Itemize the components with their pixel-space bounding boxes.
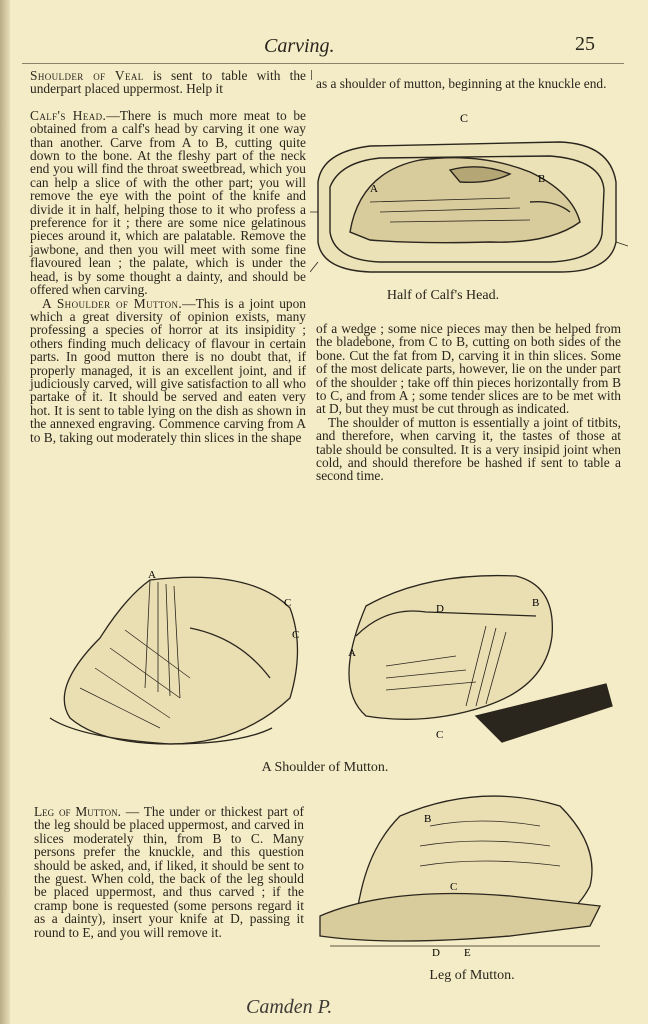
paragraph-titbits: The shoulder of mutton is essentially a joint of titbits, and therefore, when carving it, the tastes of those at table should be consulted. It is a very insipid joint when cold, and should therefore be hashed if sent to table a second time. <box>316 414 621 484</box>
page-number: 25 <box>575 33 595 55</box>
right-column-middle <box>316 322 621 483</box>
heading-shoulder-veal: Shoulder of Veal <box>30 68 144 83</box>
shoulder-engraving-front <box>40 568 310 748</box>
heading-leg-mutton: Leg of Mutton. <box>34 804 121 819</box>
fig-label-leg-e: E <box>464 947 471 959</box>
header-rule <box>22 63 624 64</box>
fig-label-calf-b: B <box>538 173 546 185</box>
paragraph-leg-mutton: Leg of Mutton. — The under or thickest part of the leg should be placed uppermost, and carved in slices moderately thin, from B to C. Many persons prefer the knuckle, and this question should be asked, and, if liked, it should be sent to the guest. When cold, the back of the leg should be placed uppermost, and thus carved ; if the cramp bone is requested (some persons regard it as a dainty), insert your knife at D, passing it round to E, and you will remove it. <box>34 804 304 940</box>
caption-leg: Leg of Mutton. <box>429 968 515 983</box>
column-divider <box>311 70 312 80</box>
left-column <box>30 69 306 444</box>
caption-calfs-head: Half of Calf's Head. <box>386 288 500 303</box>
paragraph-wedge: of a wedge ; some nice pieces may then be helped from the bladebone, from C to B, cutting on both sides of the bone. Cut the fat from D, carving it in thin slices. Some of the most delicate parts, however, lie on the under part of the shoulder ; take off thin pieces horizontally from B to C, and from A ; some tender slices are to be met with at D, but they must be cut through as indicated. <box>316 321 621 417</box>
page-spine-shadow <box>0 0 10 1024</box>
fig-label-sh1-a: A <box>148 569 156 581</box>
fig-label-sh2-b: B <box>532 597 540 609</box>
fig-label-leg-c: C <box>450 881 458 893</box>
fig-label-leg-b: B <box>424 813 432 825</box>
leg-engraving <box>310 786 610 966</box>
running-header: Carving. <box>264 35 335 57</box>
heading-shoulder-mutton: A Shoulder of Mutton. <box>42 295 183 311</box>
fig-label-calf-a: A <box>370 183 378 195</box>
shoulder-engraving-back <box>326 566 616 746</box>
library-stamp: Camden P. <box>246 996 333 1018</box>
fig-label-sh2-a: A <box>348 647 356 659</box>
fig-label-sh2-d: D <box>436 603 444 615</box>
heading-calfs-head: Calf's Head. <box>30 107 107 123</box>
caption-shoulder: A Shoulder of Mutton. <box>261 760 389 775</box>
paragraph-shoulder-mutton: A Shoulder of Mutton.—This is a joint upon which a great diversity of opinion exists, many professing a species of horror at its insipidity ; others finding much delicacy of flavour in certain parts. In good mutton there is no doubt that, if properly managed, it is an excellent joint, and if judiciously carved, will give satisfaction to all who partake of it. It should be served and eaten very hot. It is sent to table lying on the dish as shown in the annexed engraving. Commence carving from A to B, taking out moderately thin slices in the shape <box>30 295 306 445</box>
paragraph-calfs-head: Calf's Head.—There is much more meat to be obtained from a calf's head by carving it one way than another. Carve from A to B, cutting quite down to the bone. At the fleshy part of the neck end you will find the throat sweetbread, which you can help a slice of with the other part; you will remove the eye with the point of the knife and divide it in half, helping those to it who profess a preference for it ; there are some nice gelatinous pieces around it, which are palatable. Remove the jawbone, and then you will meet with some fine flavoured lean ; the palate, which is under the head, is by some thought a dainty, and should be offered when carving. <box>30 107 306 298</box>
fig-label-sh1-c2: C <box>292 629 300 641</box>
right-column-top <box>316 77 621 90</box>
calfs-head-engraving <box>310 112 628 284</box>
fig-label-sh1-c1: C <box>284 597 292 609</box>
paragraph-shoulder-veal: Shoulder of Veal is sent to table with the underpart placed uppermost. Help it <box>30 68 307 97</box>
fig-label-calf-c: C <box>460 112 469 125</box>
paragraph-continuation: as a shoulder of mutton, beginning at the knuckle end. <box>316 76 607 91</box>
fig-label-leg-d: D <box>432 947 440 959</box>
fig-label-sh2-c: C <box>436 729 444 741</box>
